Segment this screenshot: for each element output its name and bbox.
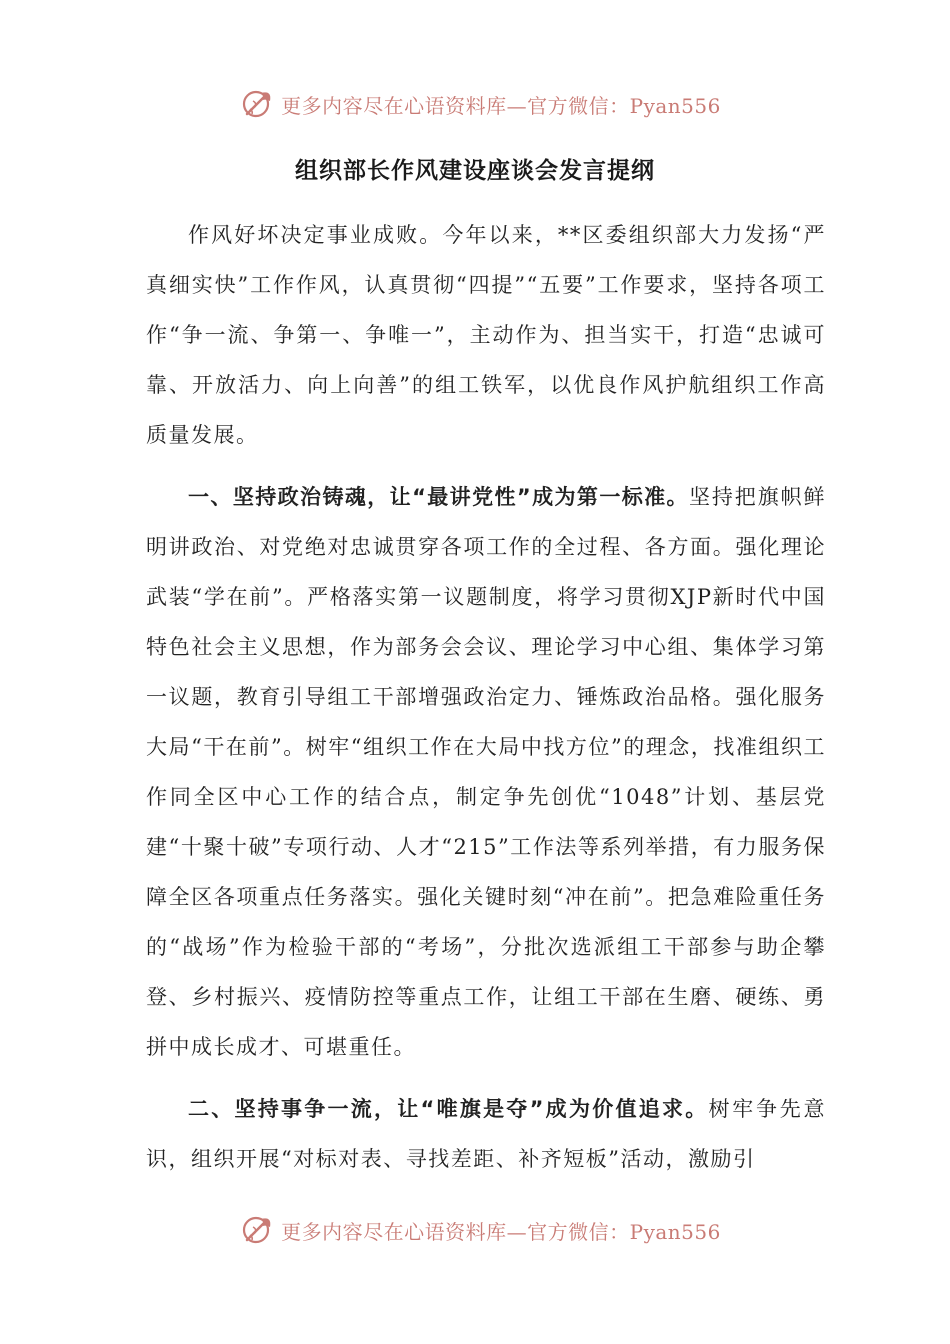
- section-one-heading: 一、坚持政治铸魂，让“最讲党性”成为第一标准。: [188, 485, 689, 509]
- document-title: 组织部长作风建设座谈会发言提纲: [295, 158, 655, 184]
- intro-paragraph: [146, 210, 826, 460]
- document-body: [146, 210, 826, 1184]
- paragraph-text: 作风好坏决定事业成败。今年以来，**区委组织部大力发扬“严真细实快”工作作风，认真贯彻“四提”“五要”工作要求，坚持各项工作“争一流、争第一、争唯一”，主动作为、担当实干，打造“忠诚可靠、开放活力、向上向善”的组工铁军，以优良作风护航组织工作高质量发展。: [146, 223, 826, 447]
- watermark-text: 更多内容尽在心语资料库—官方微信：Pyan556: [281, 93, 721, 118]
- watermark-header: [0, 84, 950, 124]
- paragraph-text: 坚持把旗帜鲜明讲政治、对党绝对忠诚贯穿各项工作的全过程、各方面。强化理论武装“学在前”。严格落实第一议题制度，将学习贯彻XJP新时代中国特色社会主义思想，作为部务会会议、理论学习中心组、集体学习第一议题，教育引导组工干部增强政治定力、锤炼政治品格。强化服务大局“干在前”。树牢“组织工作在大局中找方位”的理念，找准组织工作同全区中心工作的结合点，制定争先创优“1048”计划、基层党建“十聚十破”专项行动、人才“215”工作法等系列举措，有力服务保障全区各项重点任务落实。强化关键时刻“冲在前”。把急难险重任务的“战场”作为检验干部的“考场”，分批次选派组工干部参与助企攀登、乡村振兴、疫情防控等重点工作，让组工干部在生磨、硬练、勇拼中成长成才、可堪重任。: [146, 485, 827, 1059]
- section-two-paragraph: [146, 1084, 826, 1184]
- section-two-heading: 二、坚持事争一流，让“唯旗是夺”成为价值追求。: [188, 1097, 709, 1121]
- watermark-text: 更多内容尽在心语资料库—官方微信：Pyan556: [281, 1219, 721, 1244]
- quill-pen-logo-icon: [241, 1213, 275, 1247]
- paragraph-text: 树牢争先意识，组织开展“对标对表、寻找差距、补齐短板”活动，激励引: [146, 1097, 827, 1171]
- section-one-paragraph: [146, 472, 826, 1072]
- watermark-content: [241, 87, 721, 121]
- watermark-footer: [0, 1210, 950, 1250]
- quill-pen-logo-icon: [241, 87, 275, 121]
- watermark-content: [241, 1213, 721, 1247]
